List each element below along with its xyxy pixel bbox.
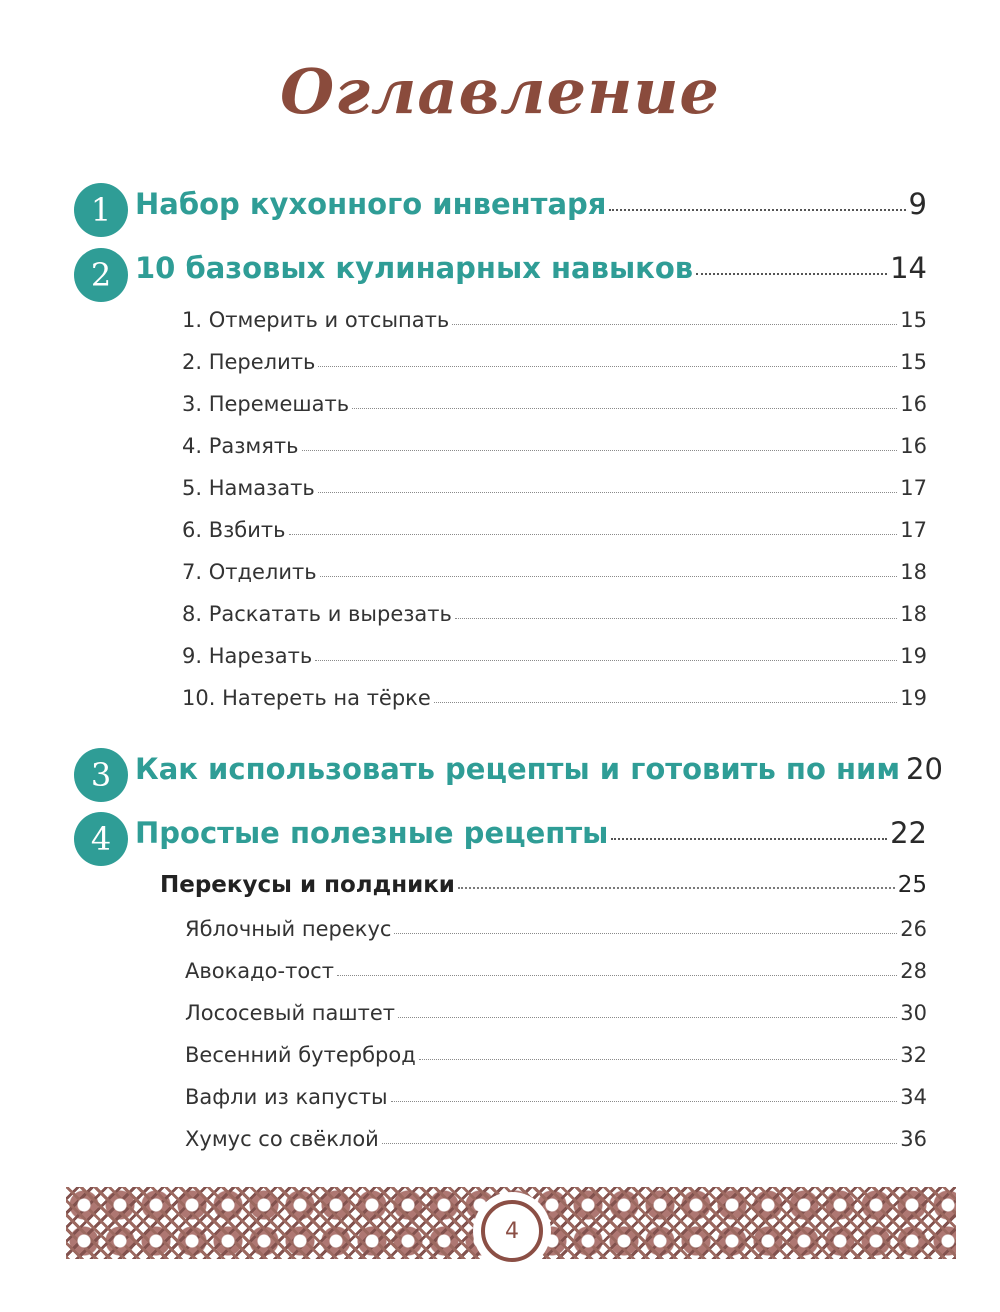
toc-item[interactable]: [182, 350, 927, 374]
toc-page-number: 36: [900, 1127, 927, 1151]
toc-item[interactable]: [185, 1127, 927, 1151]
toc-page-number: 16: [900, 434, 927, 458]
toc-page-number: 18: [900, 602, 927, 626]
toc-item[interactable]: [182, 686, 927, 710]
toc-item-title: Яблочный перекус: [185, 917, 392, 941]
toc-item-title: Вафли из капусты: [185, 1085, 388, 1109]
toc-chapter-title: Простые полезные рецепты: [135, 816, 609, 850]
dot-leader: [315, 660, 897, 661]
toc-item[interactable]: [182, 392, 927, 416]
toc-item[interactable]: [185, 1001, 927, 1025]
dot-leader: [318, 366, 897, 367]
toc-item-title: 3. Перемешать: [182, 392, 350, 416]
toc-item-title: 10. Натереть на тёрке: [182, 686, 431, 710]
toc-page-number: 18: [900, 560, 927, 584]
chapter-number-badge: 2: [74, 248, 128, 302]
toc-section[interactable]: [160, 872, 927, 898]
dot-leader: [391, 1101, 898, 1102]
toc-item[interactable]: [182, 644, 927, 668]
dot-leader: [382, 1143, 897, 1144]
toc-chapter[interactable]: [135, 251, 927, 285]
toc-page-number: 20: [906, 752, 943, 786]
toc-chapter[interactable]: [135, 752, 943, 786]
dot-leader: [289, 534, 898, 535]
page-title: Оглавление: [280, 55, 720, 128]
dot-leader: [320, 576, 898, 577]
dot-leader: [452, 324, 897, 325]
toc-page-number: 28: [900, 959, 927, 983]
toc-item-title: 6. Взбить: [182, 518, 286, 542]
toc-page-number: 19: [900, 644, 927, 668]
toc-page-number: 32: [900, 1043, 927, 1067]
toc-item[interactable]: [182, 308, 927, 332]
toc-item-title: 2. Перелить: [182, 350, 316, 374]
toc-chapter-title: 10 базовых кулинарных навыков: [135, 251, 694, 285]
toc-chapter-title: Как использовать рецепты и готовить по ним: [135, 752, 901, 786]
toc-item[interactable]: [185, 1043, 927, 1067]
toc-item[interactable]: [182, 602, 927, 626]
toc-item-title: 5. Намазать: [182, 476, 315, 500]
dot-leader: [609, 209, 905, 211]
toc-item[interactable]: [185, 917, 927, 941]
dot-leader: [398, 1017, 897, 1018]
dot-leader: [611, 838, 887, 840]
toc-page-number: 16: [900, 392, 927, 416]
toc-item[interactable]: [182, 434, 927, 458]
dot-leader: [696, 273, 887, 275]
toc-page-number: 14: [890, 251, 927, 285]
toc-item[interactable]: [182, 476, 927, 500]
toc-page-number: 17: [900, 518, 927, 542]
toc-chapter[interactable]: [135, 187, 927, 221]
toc-page-number: 30: [900, 1001, 927, 1025]
dot-leader: [455, 618, 897, 619]
dot-leader: [458, 887, 895, 889]
toc-page-number: 15: [900, 308, 927, 332]
toc-page-number: 34: [900, 1085, 927, 1109]
toc-item[interactable]: [185, 959, 927, 983]
dot-leader: [434, 702, 897, 703]
chapter-number-badge: 1: [74, 183, 128, 237]
toc-page-number: 22: [890, 816, 927, 850]
toc-page-number: 19: [900, 686, 927, 710]
toc-item[interactable]: [185, 1085, 927, 1109]
dot-leader: [352, 408, 897, 409]
toc-chapter[interactable]: [135, 816, 927, 850]
toc-section-title: Перекусы и полдники: [160, 872, 455, 898]
dot-leader: [302, 450, 898, 451]
toc-item[interactable]: [182, 518, 927, 542]
dot-leader: [337, 975, 897, 976]
toc-item-title: Весенний бутерброд: [185, 1043, 416, 1067]
toc-page-number: 17: [900, 476, 927, 500]
toc-chapter-title: Набор кухонного инвентаря: [135, 187, 607, 221]
dot-leader: [419, 1059, 898, 1060]
toc-item-title: Хумус со свёклой: [185, 1127, 379, 1151]
dot-leader: [394, 933, 897, 934]
toc-page-number: 25: [897, 872, 927, 898]
toc-item-title: Авокадо-тост: [185, 959, 334, 983]
chapter-number-badge: 3: [74, 748, 128, 802]
toc-page-number: 15: [900, 350, 927, 374]
toc-page-number: 26: [900, 917, 927, 941]
toc-item-title: Лососевый паштет: [185, 1001, 395, 1025]
toc-item-title: 9. Нарезать: [182, 644, 313, 668]
chapter-number-badge: 4: [74, 812, 128, 866]
toc-item-title: 4. Размять: [182, 434, 299, 458]
toc-item-title: 1. Отмерить и отсыпать: [182, 308, 450, 332]
toc-item-title: 8. Раскатать и вырезать: [182, 602, 452, 626]
dot-leader: [318, 492, 898, 493]
toc-item-title: 7. Отделить: [182, 560, 317, 584]
toc-item[interactable]: [182, 560, 927, 584]
page-number: 4: [481, 1200, 543, 1262]
toc-page-number: 9: [908, 187, 927, 221]
